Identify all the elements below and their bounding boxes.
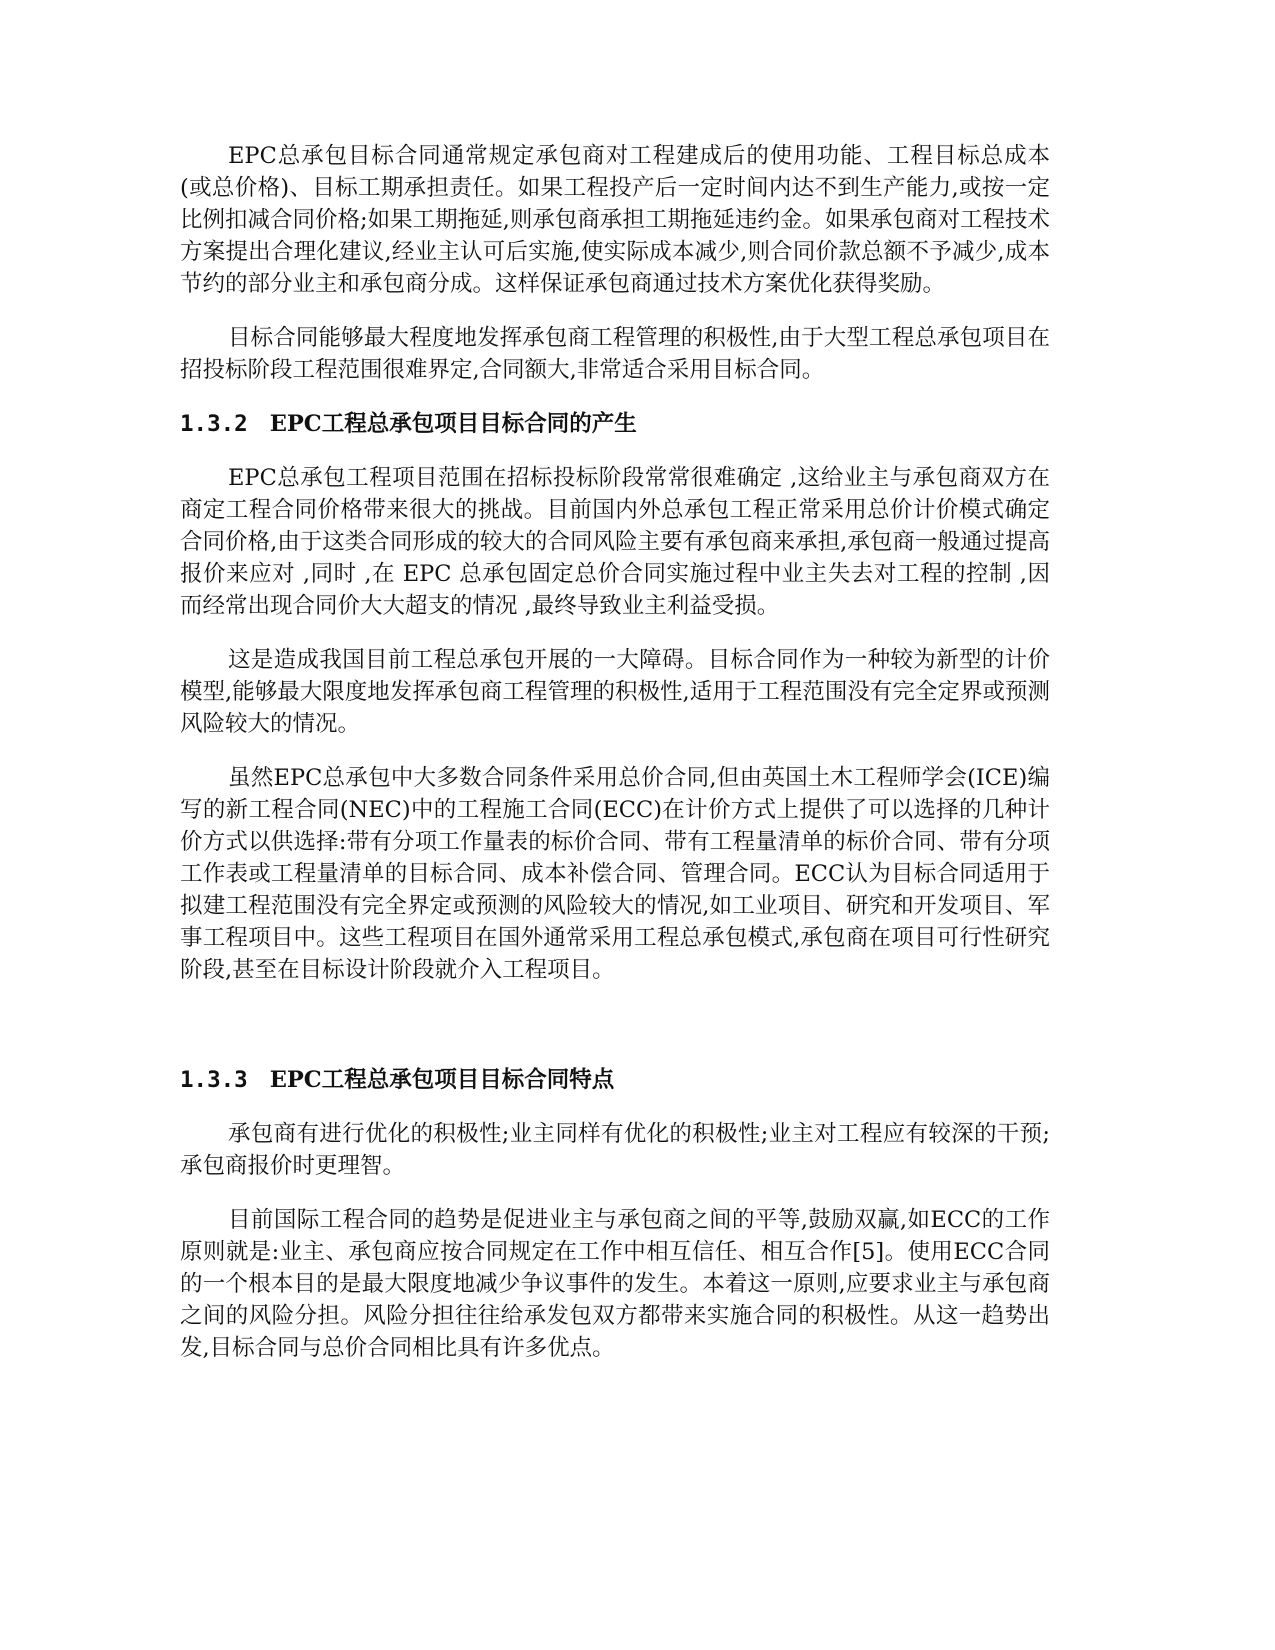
paragraph-4: 这是造成我国目前工程总承包开展的一大障碍。目标合同作为一种较为新型的计价模型,能够最大限度地发挥承包商工程管理的积极性,适用于工程范围没有完全定界或预测风险较大的情况。 [180, 647, 1050, 737]
document-page [180, 140, 1050, 1364]
section-number: 1.3.2 [180, 411, 248, 437]
section-title: EPC工程总承包项目目标合同的产生 [269, 411, 637, 437]
paragraph-6: 承包商有进行优化的积极性;业主同样有优化的积极性;业主对工程应有较深的干预;承包商报价时更理智。 [180, 1121, 1050, 1179]
section-heading-1-3-3 [180, 1064, 1050, 1096]
section-title: EPC工程总承包项目目标合同特点 [269, 1067, 615, 1093]
paragraph-2: 目标合同能够最大程度地发挥承包商工程管理的积极性,由于大型工程总承包项目在招投标阶段工程范围很难界定,合同额大,非常适合采用目标合同。 [180, 325, 1050, 383]
paragraph-7: 目前国际工程合同的趋势是促进业主与承包商之间的平等,鼓励双赢,如ECC的工作原则就是:业主、承包商应按合同规定在工作中相互信任、相互合作[5]。使用ECC合同的一个根本目的是最大限度地减少争议事件的发生。本着这一原则,应要求业主与承包商之间的风险分担。风险分担往往给承发包双方都带来实施合同的积极性。从这一趋势出发,目标合同与总价合同相比具有许多优点。 [180, 1207, 1050, 1361]
paragraph-1: EPC总承包目标合同通常规定承包商对工程建成后的使用功能、工程目标总成本(或总价格)、目标工期承担责任。如果工程投产后一定时间内达不到生产能力,或按一定比例扣减合同价格;如果工期拖延,则承包商承担工期拖延违约金。如果承包商对工程技术方案提出合理化建议,经业主认可后实施,使实际成本减少,则合同价款总额不予减少,成本节约的部分业主和承包商分成。这样保证承包商通过技术方案优化获得奖励。 [180, 143, 1051, 297]
section-number: 1.3.3 [180, 1067, 248, 1093]
section-heading-1-3-2 [180, 408, 1050, 440]
paragraph-3: EPC总承包工程项目范围在招标投标阶段常常很难确定 ,这给业主与承包商双方在商定工程合同价格带来很大的挑战。目前国内外总承包工程正常采用总价计价模式确定合同价格,由于这类合同形成的较大的合同风险主要有承包商来承担,承包商一般通过提高报价来应对 ,同时 ,在 EPC 总承包固定总价合同实施过程中业主失去对工程的控制 ,因而经常出现合同价大大超支的情况 ,最终导致业主利益受损。 [180, 465, 1050, 619]
paragraph-5: 虽然EPC总承包中大多数合同条件采用总价合同,但由英国土木工程师学会(ICE)编写的新工程合同(NEC)中的工程施工合同(ECC)在计价方式上提供了可以选择的几种计价方式以供选择:带有分项工作量表的标价合同、带有工程量清单的标价合同、带有分项工作表或工程量清单的目标合同、成本补偿合同、管理合同。ECC认为目标合同适用于拟建工程范围没有完全界定或预测的风险较大的情况,如工业项目、研究和开发项目、军事工程项目中。这些工程项目在国外通常采用工程总承包模式,承包商在项目可行性研究阶段,甚至在目标设计阶段就介入工程项目。 [180, 765, 1050, 983]
